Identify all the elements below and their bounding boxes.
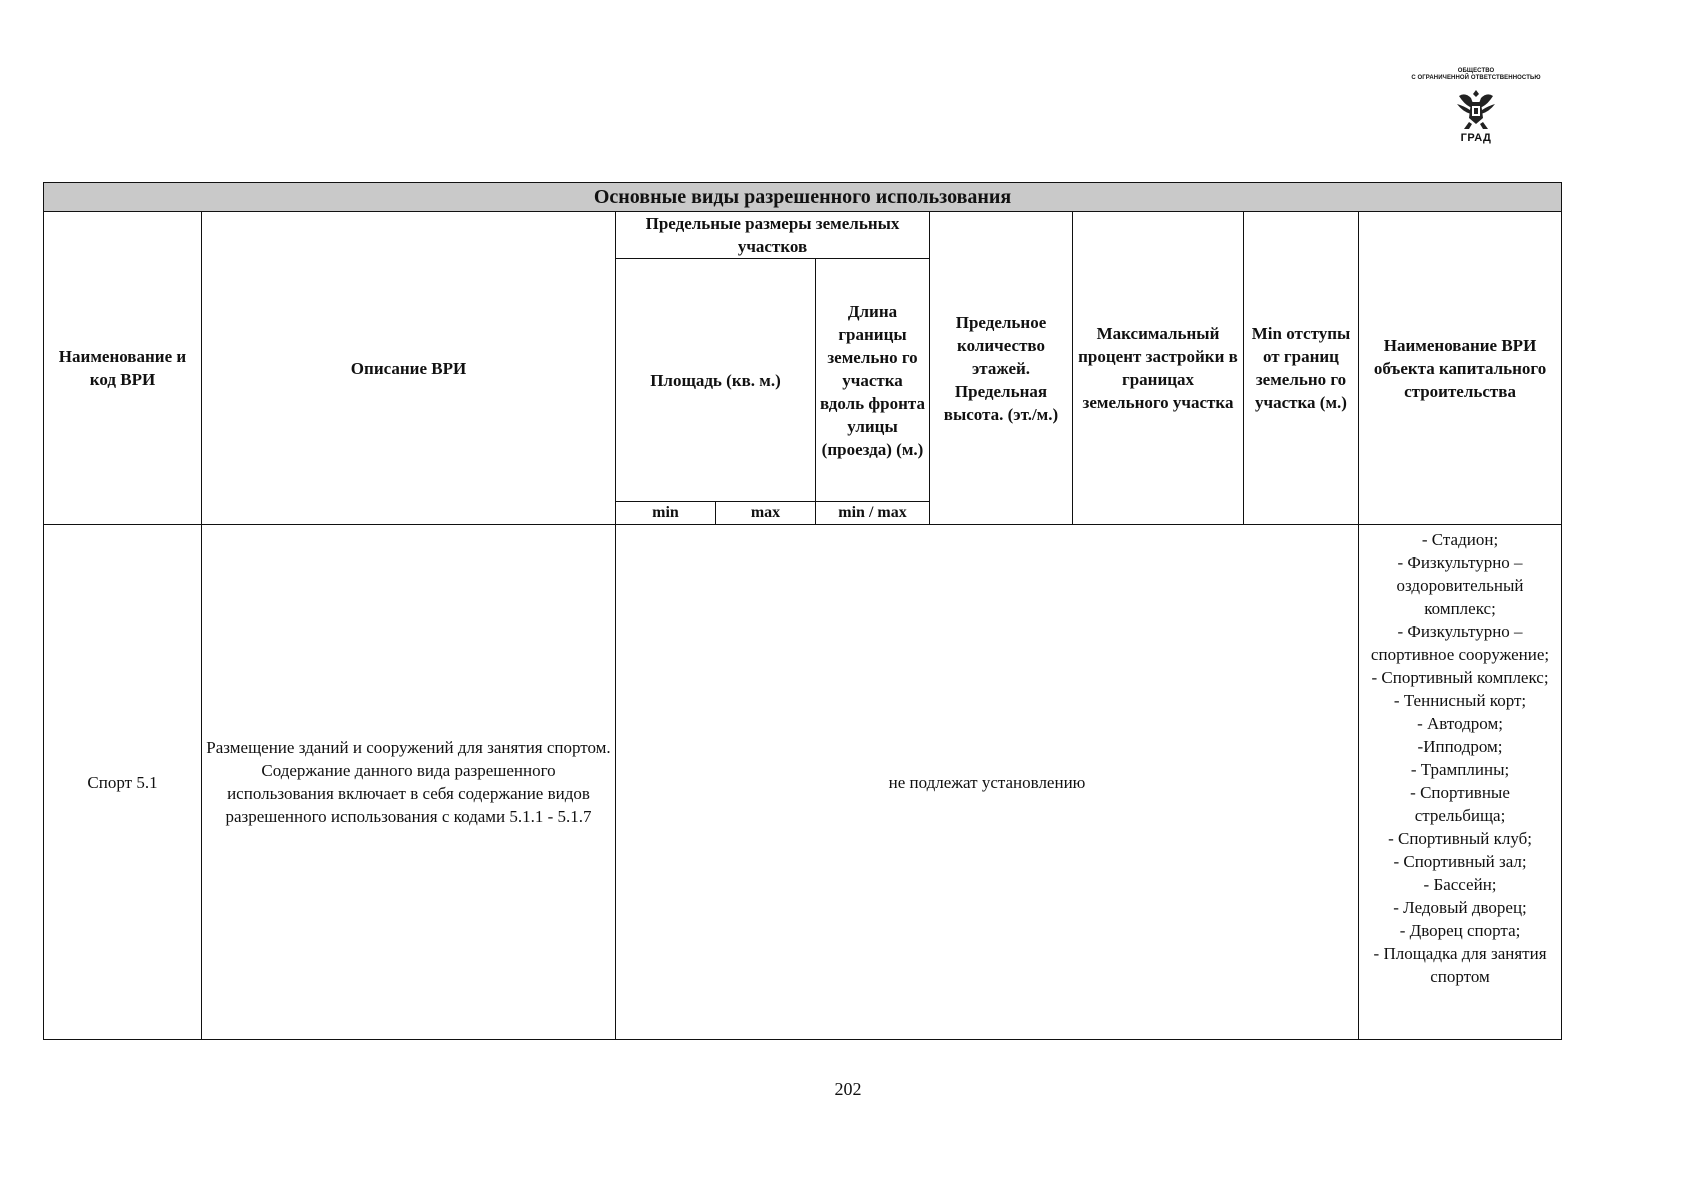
header-plot-limits: Предельные размеры земельных участков — [616, 212, 930, 259]
cell-name-code: Спорт 5.1 — [44, 525, 202, 1040]
table-banner: Основные виды разрешенного использования — [44, 183, 1562, 212]
list-item: - Спортивный клуб; — [1388, 829, 1532, 848]
list-item: - Площадка для занятия спортом — [1373, 944, 1547, 986]
logo-org-text: ОБЩЕСТВО С ОГРАНИЧЕННОЙ ОТВЕТСТВЕННОСТЬЮ — [1411, 68, 1541, 81]
header-name-code: Наименование и код ВРИ — [44, 212, 202, 525]
list-item: - Физкультурно – оздоровительный комплекс; — [1396, 553, 1524, 618]
list-item: - Спортивный комплекс; — [1371, 668, 1549, 687]
company-logo — [1395, 68, 1557, 154]
header-area-min: min — [616, 502, 716, 525]
list-item: - Спортивный зал; — [1393, 852, 1527, 871]
list-item: - Бассейн; — [1423, 875, 1497, 894]
list-item: -Ипподром; — [1417, 737, 1503, 756]
list-item: - Физкультурно – спортивное сооружение; — [1370, 622, 1550, 664]
header-min-setback: Min отступы от границ земельно го участка (м.) — [1244, 212, 1359, 525]
header-area: Площадь (кв. м.) — [616, 259, 816, 502]
header-area-max: max — [716, 502, 816, 525]
cell-construction-list — [1359, 525, 1562, 1040]
header-max-build-percent: Максимальный процент застройки в границах земельного участка — [1073, 212, 1244, 525]
table-row — [44, 525, 1562, 1040]
header-frontage-min-max: min / max — [816, 502, 930, 525]
list-item: - Трамплины; — [1410, 760, 1510, 779]
header-frontage: Длина границы земельно го участка вдоль фронта улицы (проезда) (м.) — [816, 259, 930, 502]
permitted-use-table — [43, 182, 1562, 1040]
list-item: - Спортивные стрельбища; — [1410, 783, 1510, 825]
list-item: - Стадион; — [1421, 530, 1499, 549]
header-description: Описание ВРИ — [202, 212, 616, 525]
cell-params: не подлежат установлению — [616, 525, 1359, 1040]
header-floors: Предельное количество этажей. Предельная высота. (эт./м.) — [930, 212, 1073, 525]
cell-description: Размещение зданий и сооружений для занятия спортом. Содержание данного вида разрешенного использования включает в себя содержание видов разрешенного использования с кодами 5.1.1 - 5.1.7 — [202, 525, 616, 1040]
list-item: - Теннисный корт; — [1393, 691, 1527, 710]
list-item: - Ледовый дворец; — [1393, 898, 1527, 917]
logo-name: ГРАД — [1460, 132, 1492, 144]
header-construction-name: Наименование ВРИ объекта капитального строительства — [1359, 212, 1562, 525]
list-item: - Автодром; — [1417, 714, 1503, 733]
list-item: - Дворец спорта; — [1399, 921, 1521, 940]
double-headed-eagle-emblem-icon — [1453, 84, 1499, 132]
page-number: 202 — [834, 1079, 862, 1099]
